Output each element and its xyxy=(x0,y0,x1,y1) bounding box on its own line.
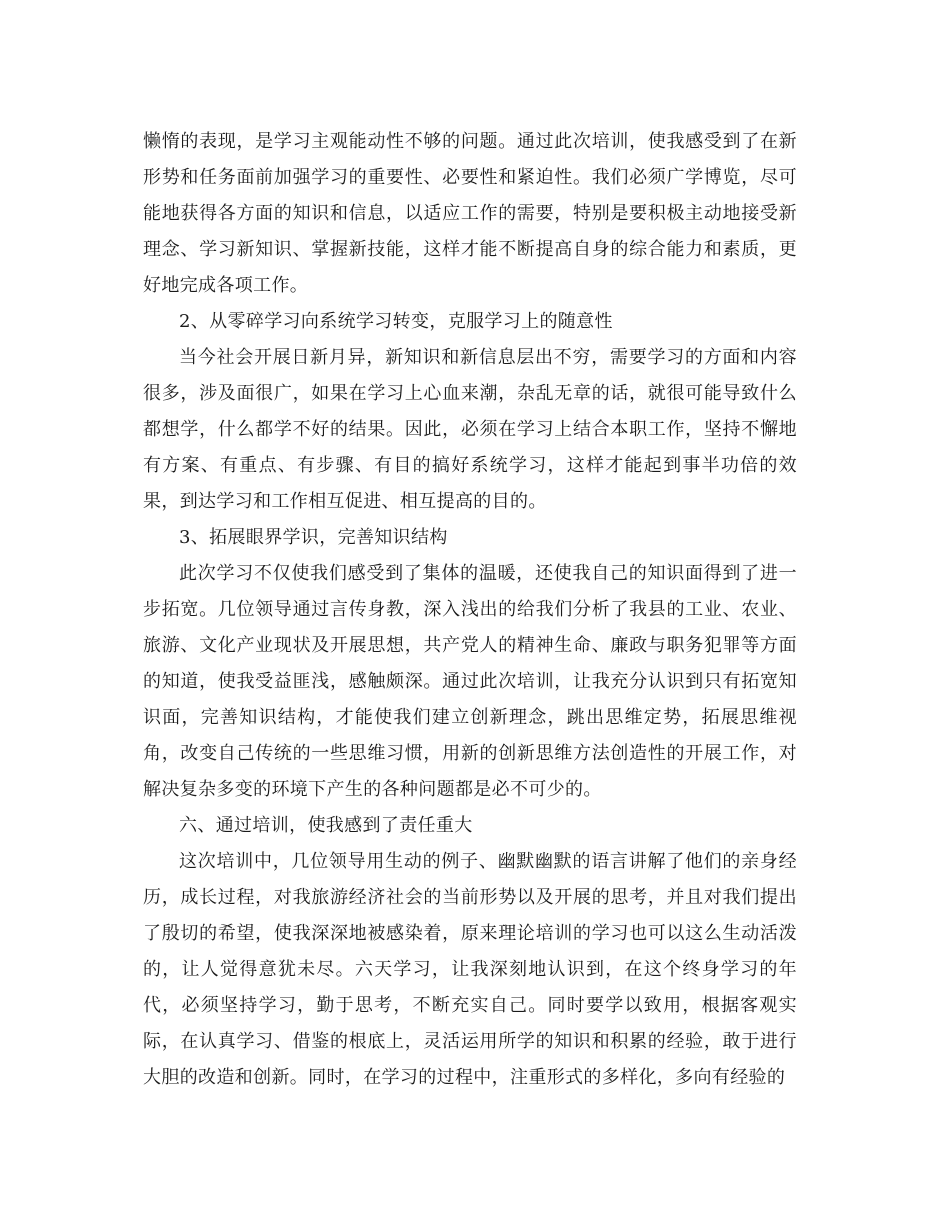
document-body xyxy=(143,124,797,1096)
paragraph-systematic-learning: 当今社会开展日新月异，新知识和新信息层出不穷，需要学习的方面和内容很多，涉及面很广，如果在学习上心血来潮，杂乱无章的话，就很可能导致什么都想学，什么都学不好的结果。因此，必须在学习上结合本职工作，坚持不懈地有方案、有重点、有步骤、有目的搞好系统学习，这样才能起到事半功倍的效果，到达学习和工作相互促进、相互提高的目的。 xyxy=(143,347,797,512)
paragraph-continuation: 懒惰的表现，是学习主观能动性不够的问题。通过此次培训，使我感受到了在新形势和任务面前加强学习的重要性、必要性和紧迫性。我们必须广学博览，尽可能地获得各方面的知识和信息，以适应工作的需要，特别是要积极主动地接受新理念、学习新知识、掌握新技能，这样才能不断提高自身的综合能力和素质，更好地完成各项工作。 xyxy=(143,131,797,296)
section-heading-broaden-knowledge: 3、拓展眼界学识，完善知识结构 xyxy=(179,527,448,548)
paragraph-responsibility: 这次培训中，几位领导用生动的例子、幽默幽默的语言讲解了他们的亲身经历，成长过程，对我旅游经济社会的当前形势以及开展的思考，并且对我们提出了殷切的希望，使我深深地被感染着，原来理论培训的学习也可以这么生动活泼的，让人觉得意犹未尽。六天学习，让我深刻地认识到，在这个终身学习的年代，必须坚持学习，勤于思考，不断充实自己。同时要学以致用，根据客观实际，在认真学习、借鉴的根底上，灵活运用所学的知识和积累的经验，敢于进行大胆的改造和创新。同时，在学习的过程中，注重形式的多样化，多向有经验的 xyxy=(143,851,797,1088)
section-heading-responsibility: 六、通过培训，使我感到了责任重大 xyxy=(179,815,473,836)
paragraph-broaden-knowledge: 此次学习不仅使我们感受到了集体的温暖，还使我自己的知识面得到了进一步拓宽。几位领导通过言传身教，深入浅出的给我们分析了我县的工业、农业、旅游、文化产业现状及开展思想，共产党人的精神生命、廉政与职务犯罪等方面的知道，使我受益匪浅，感触颇深。通过此次培训，让我充分认识到只有拓宽知识面，完善知识结构，才能使我们建立创新理念，跳出思维定势，拓展思维视角，改变自己传统的一些思维习惯，用新的创新思维方法创造性的开展工作，对解决复杂多变的环境下产生的各种问题都是必不可少的。 xyxy=(143,563,797,800)
section-heading-fragmented-to-systematic: 2、从零碎学习向系统学习转变，克服学习上的随意性 xyxy=(179,311,613,332)
